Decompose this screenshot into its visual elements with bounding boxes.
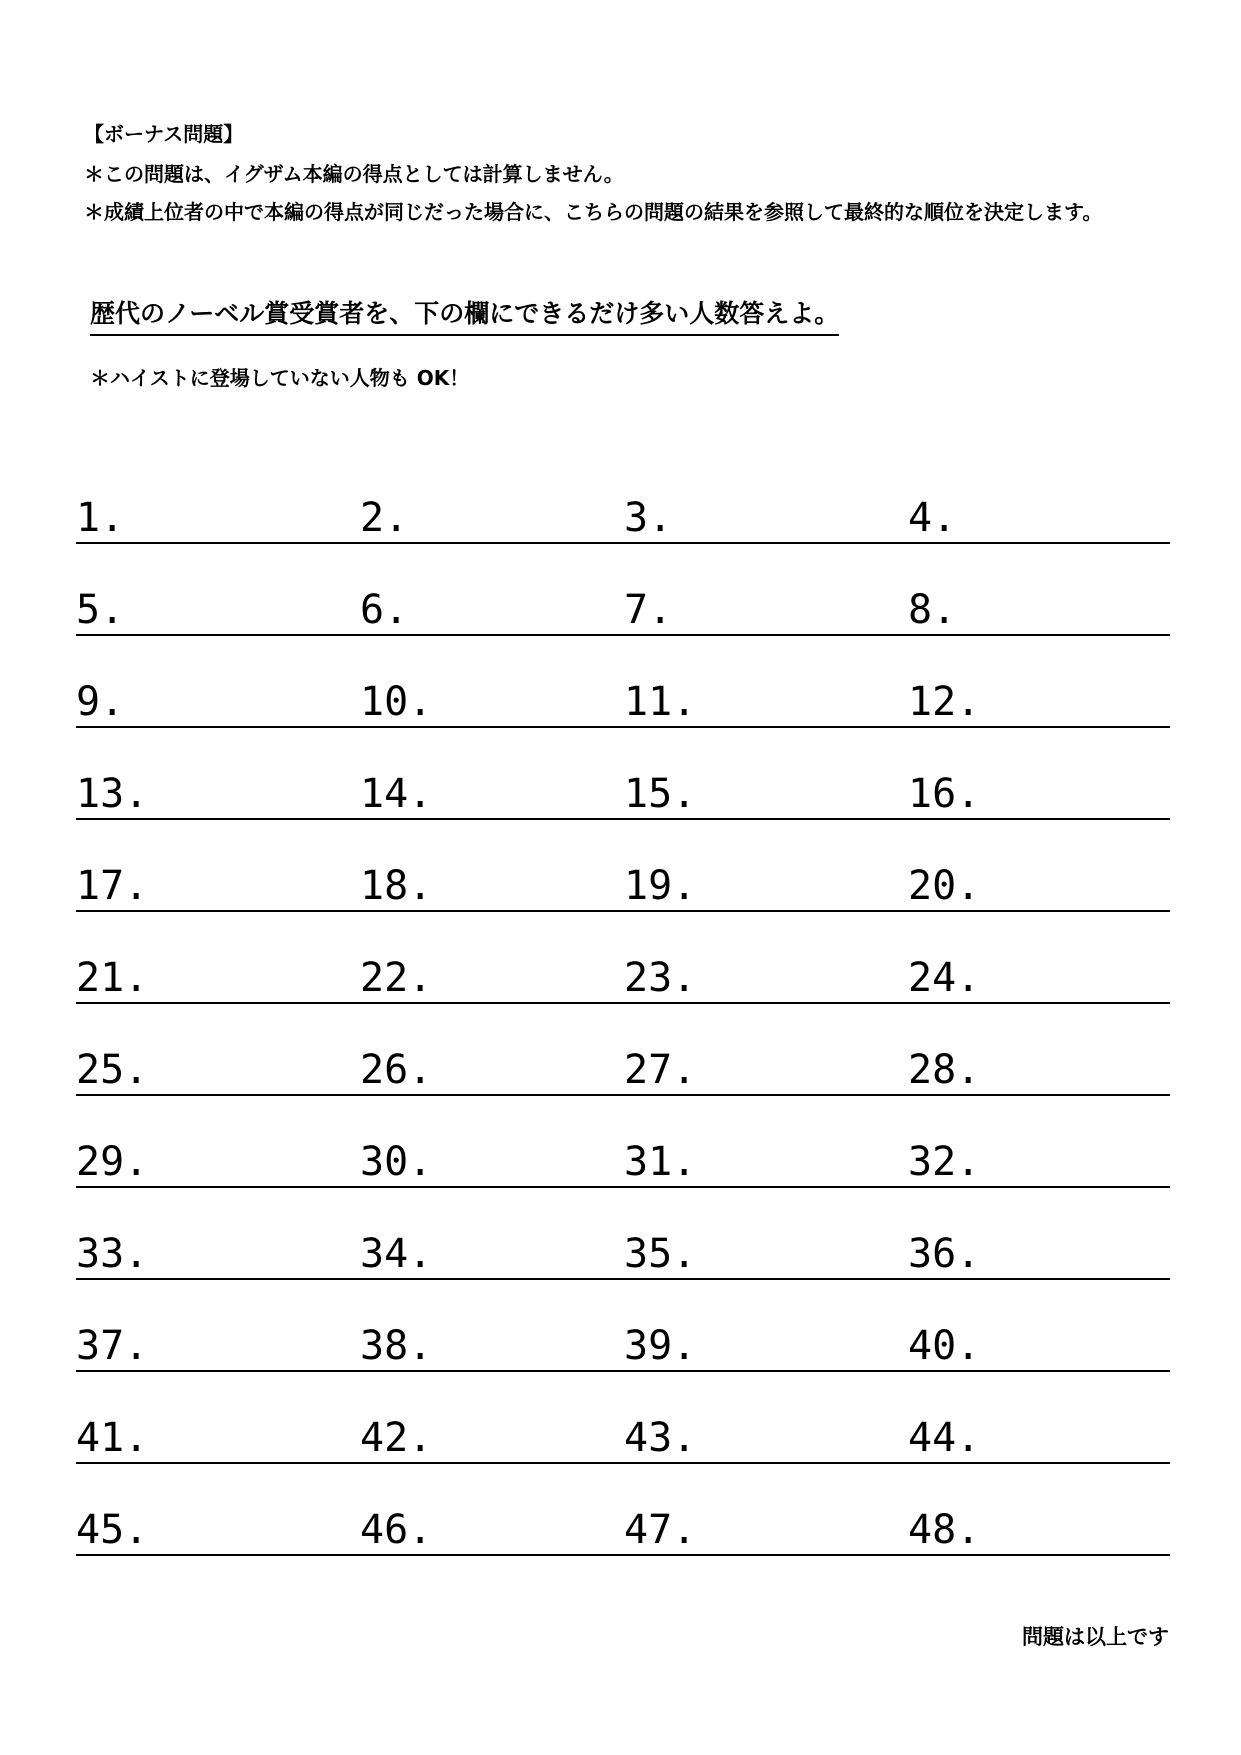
answer-row [76, 1004, 1170, 1096]
section-label: 【ボーナス問題】 [84, 122, 244, 146]
answer-blank-30[interactable]: 30. [360, 1139, 433, 1185]
answer-blank-32[interactable]: 32. [908, 1139, 981, 1185]
answer-row [76, 1096, 1170, 1188]
answer-blank-46[interactable]: 46. [360, 1507, 433, 1553]
answer-blank-4[interactable]: 4. [908, 495, 957, 541]
answer-blank-6[interactable]: 6. [360, 587, 409, 633]
answer-blank-29[interactable]: 29. [76, 1139, 149, 1185]
answer-row [76, 1372, 1170, 1464]
answer-blank-43[interactable]: 43. [624, 1415, 697, 1461]
header-notes [84, 120, 1184, 226]
answer-row [76, 1464, 1170, 1556]
answer-blank-1[interactable]: 1. [76, 495, 125, 541]
scoring-note: ＊この問題は、イグザム本編の得点としては計算しません。 [84, 162, 624, 186]
answer-blank-5[interactable]: 5. [76, 587, 125, 633]
answer-blank-26[interactable]: 26. [360, 1047, 433, 1093]
answer-blank-28[interactable]: 28. [908, 1047, 981, 1093]
answer-blank-7[interactable]: 7. [624, 587, 673, 633]
answer-blank-22[interactable]: 22. [360, 955, 433, 1001]
answer-blank-11[interactable]: 11. [624, 679, 697, 725]
answer-blank-48[interactable]: 48. [908, 1507, 981, 1553]
answer-blank-14[interactable]: 14. [360, 771, 433, 817]
answer-blank-38[interactable]: 38. [360, 1323, 433, 1369]
answer-blank-33[interactable]: 33. [76, 1231, 149, 1277]
answer-blank-16[interactable]: 16. [908, 771, 981, 817]
answer-blank-19[interactable]: 19. [624, 863, 697, 909]
answer-blank-45[interactable]: 45. [76, 1507, 149, 1553]
answer-blank-15[interactable]: 15. [624, 771, 697, 817]
answer-blank-10[interactable]: 10. [360, 679, 433, 725]
answer-blank-25[interactable]: 25. [76, 1047, 149, 1093]
answer-blank-35[interactable]: 35. [624, 1231, 697, 1277]
answer-row [76, 452, 1170, 544]
answer-blank-34[interactable]: 34. [360, 1231, 433, 1277]
question-instruction: 歴代のノーベル賞受賞者を、下の欄にできるだけ多い人数答えよ。 [90, 296, 839, 336]
answer-blank-13[interactable]: 13. [76, 771, 149, 817]
answer-blank-8[interactable]: 8. [908, 587, 957, 633]
answer-grid [76, 452, 1170, 1556]
answer-row [76, 912, 1170, 1004]
answer-blank-44[interactable]: 44. [908, 1415, 981, 1461]
answer-blank-41[interactable]: 41. [76, 1415, 149, 1461]
answer-blank-20[interactable]: 20. [908, 863, 981, 909]
answer-blank-42[interactable]: 42. [360, 1415, 433, 1461]
answer-row [76, 636, 1170, 728]
answer-blank-9[interactable]: 9. [76, 679, 125, 725]
tiebreak-note: ＊成績上位者の中で本編の得点が同じだった場合に、こちらの問題の結果を参照して最終的な順位を決定します。 [84, 200, 1103, 224]
answer-blank-31[interactable]: 31. [624, 1139, 697, 1185]
answer-blank-21[interactable]: 21. [76, 955, 149, 1001]
answer-blank-17[interactable]: 17. [76, 863, 149, 909]
answer-blank-3[interactable]: 3. [624, 495, 673, 541]
allowance-note: ＊ハイストに登場していない人物も OK！ [90, 366, 470, 390]
answer-blank-47[interactable]: 47. [624, 1507, 697, 1553]
answer-blank-23[interactable]: 23. [624, 955, 697, 1001]
answer-blank-12[interactable]: 12. [908, 679, 981, 725]
end-of-questions-note: 問題は以上です [1022, 1625, 1169, 1649]
answer-blank-39[interactable]: 39. [624, 1323, 697, 1369]
answer-row [76, 820, 1170, 912]
answer-row [76, 1188, 1170, 1280]
answer-blank-40[interactable]: 40. [908, 1323, 981, 1369]
answer-blank-24[interactable]: 24. [908, 955, 981, 1001]
answer-blank-2[interactable]: 2. [360, 495, 409, 541]
answer-blank-37[interactable]: 37. [76, 1323, 149, 1369]
answer-blank-36[interactable]: 36. [908, 1231, 981, 1277]
answer-row [76, 544, 1170, 636]
answer-row [76, 1280, 1170, 1372]
answer-blank-27[interactable]: 27. [624, 1047, 697, 1093]
answer-row [76, 728, 1170, 820]
answer-blank-18[interactable]: 18. [360, 863, 433, 909]
